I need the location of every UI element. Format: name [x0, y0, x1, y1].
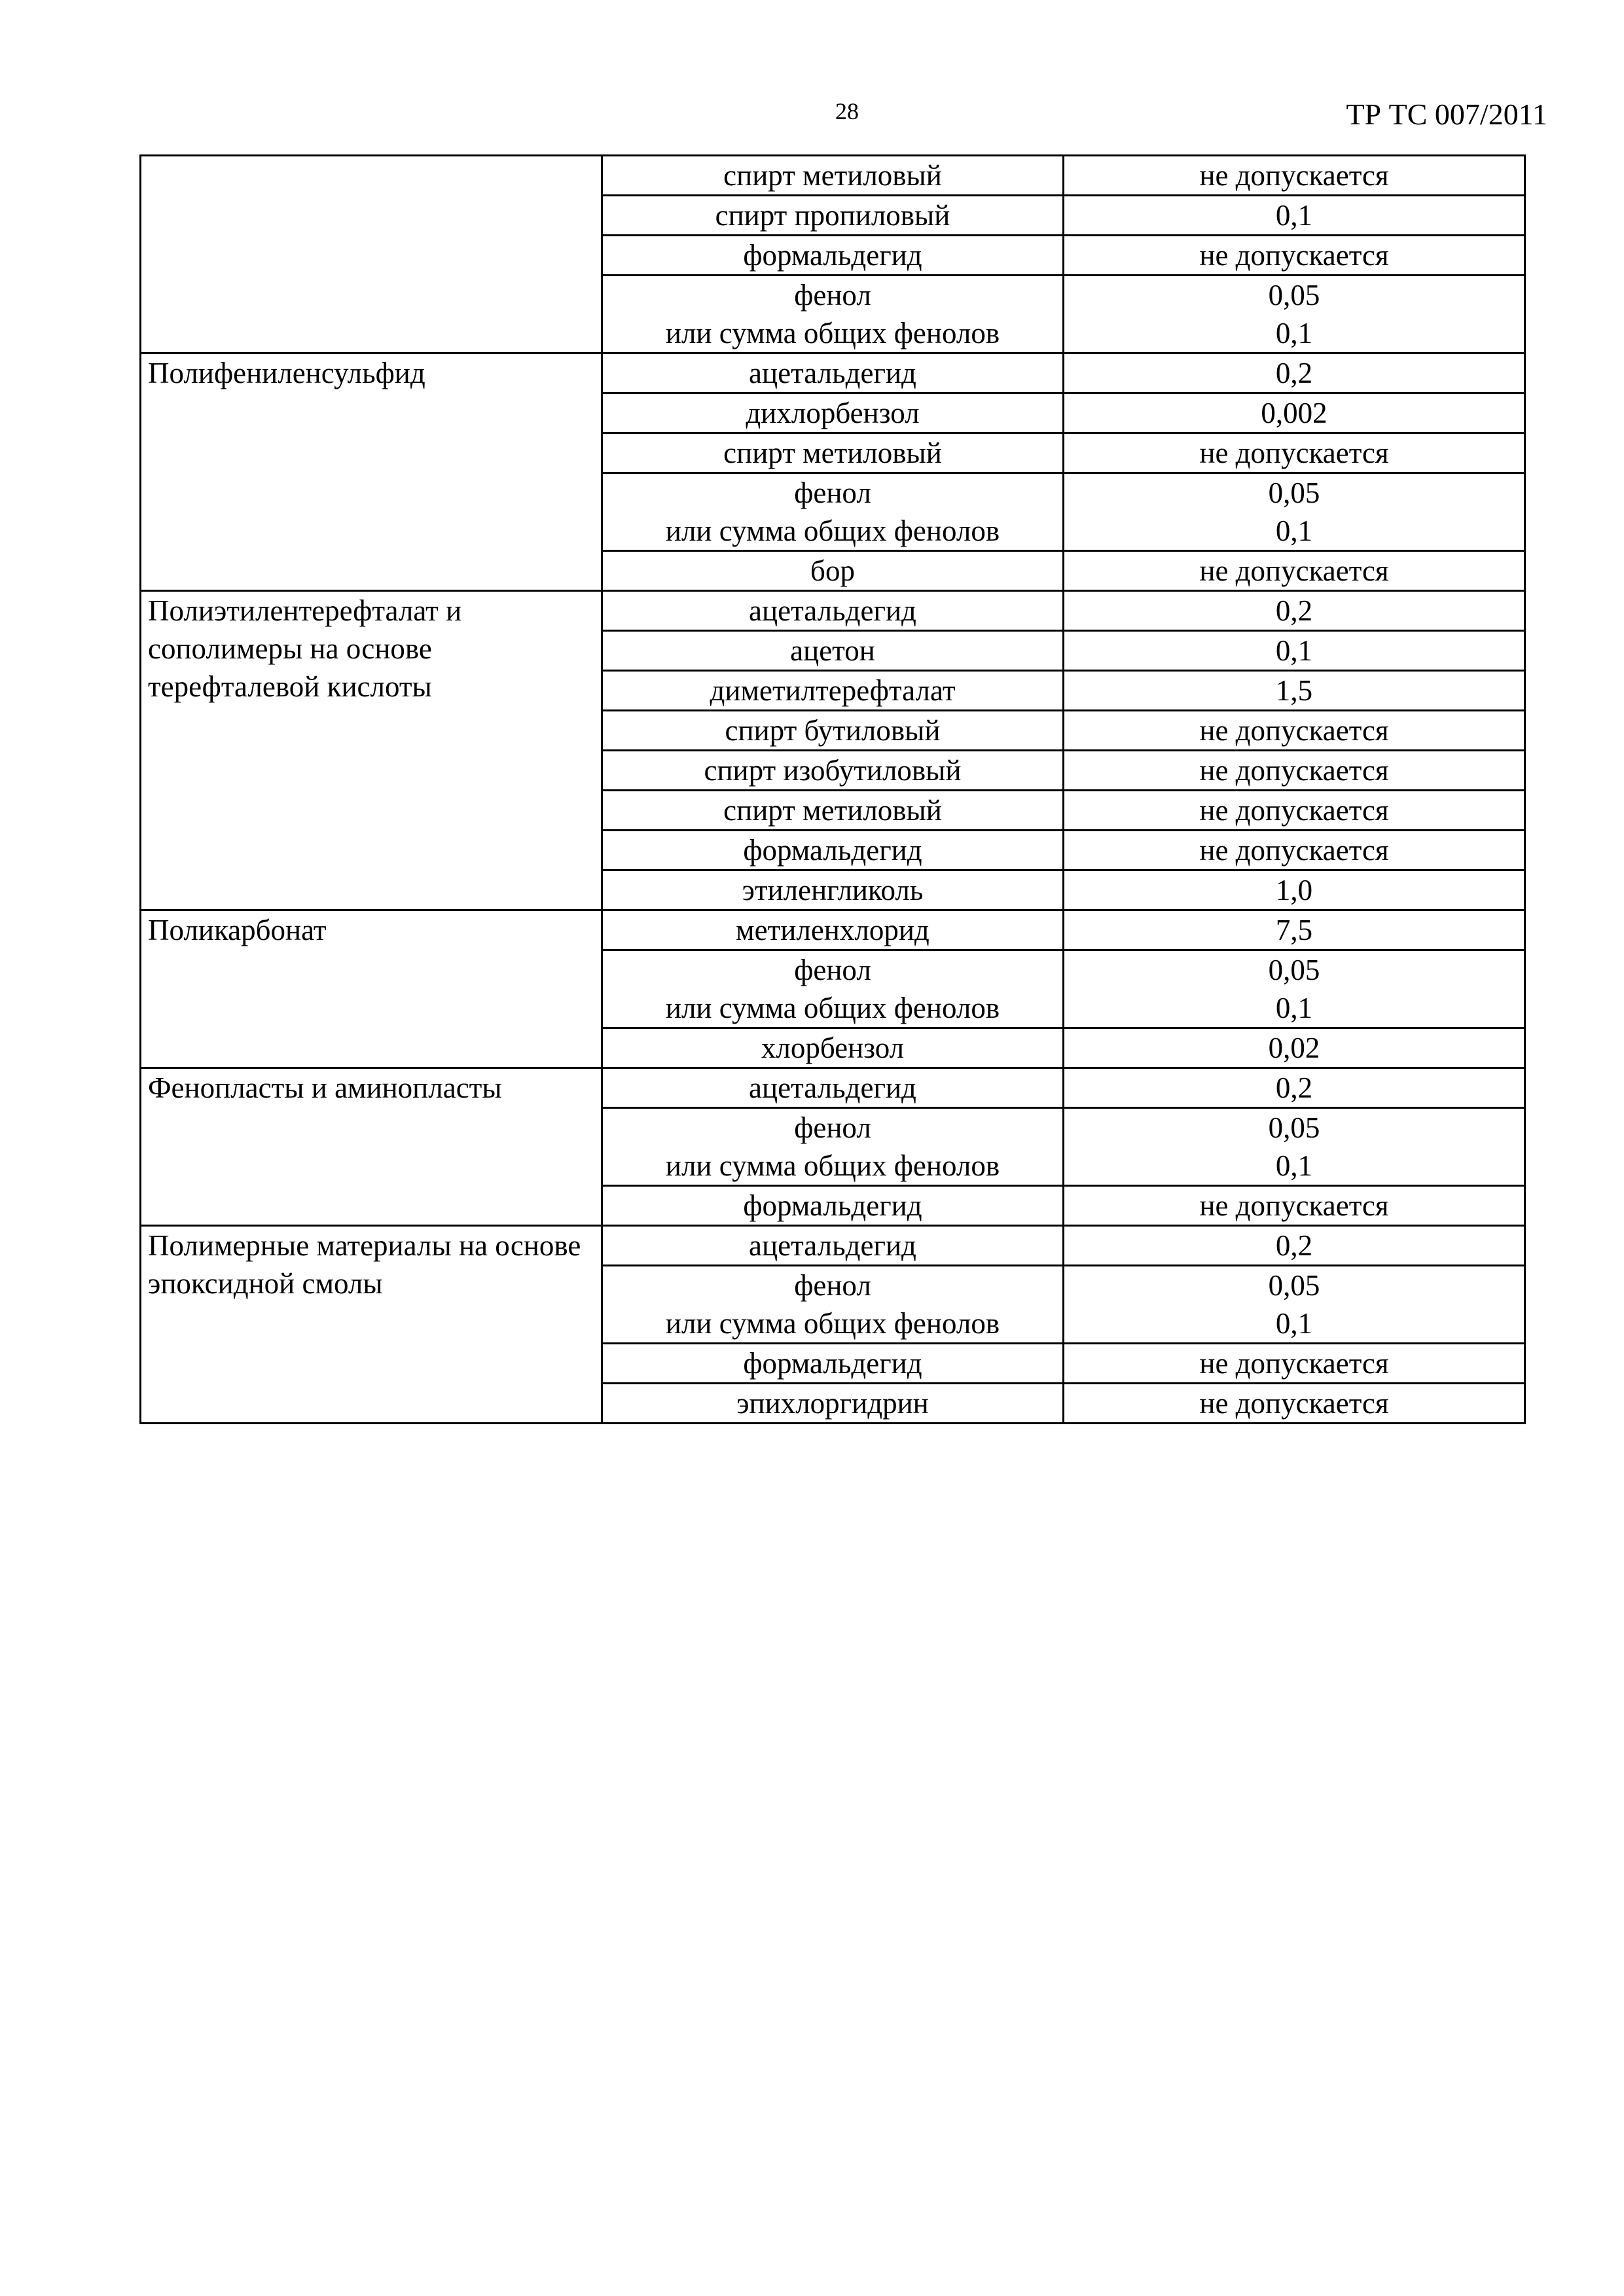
- substance-cell: формальдегид: [602, 831, 1064, 870]
- limit-line: 0,1: [1275, 1149, 1313, 1182]
- substance-line: или сумма общих фенолов: [665, 1307, 1000, 1340]
- limit-line: 0,1: [1275, 317, 1313, 350]
- substance-line: фенол: [794, 1269, 871, 1302]
- limit-cell: 1,5: [1064, 671, 1525, 711]
- table-row: [141, 156, 1525, 196]
- limit-line: 0,1: [1275, 992, 1313, 1024]
- substance-line: фенол: [794, 954, 871, 986]
- substance-cell: [602, 1266, 1064, 1344]
- limit-cell: не допускается: [1064, 791, 1525, 831]
- limit-line: 0,05: [1268, 476, 1320, 509]
- limit-cell: [1064, 950, 1525, 1028]
- limit-cell: 7,5: [1064, 910, 1525, 950]
- substance-cell: этиленгликоль: [602, 870, 1064, 910]
- limit-cell: не допускается: [1064, 751, 1525, 791]
- limit-cell: 0,2: [1064, 1226, 1525, 1266]
- limit-cell: [1064, 276, 1525, 353]
- substance-cell: бор: [602, 551, 1064, 591]
- substance-cell: метиленхлорид: [602, 910, 1064, 950]
- material-cell: Полиэтилентерефталат и сополимеры на основе терефталевой кислоты: [141, 591, 602, 910]
- substance-cell: формальдегид: [602, 1186, 1064, 1226]
- substance-line: фенол: [794, 279, 871, 312]
- substance-cell: дихлорбензол: [602, 393, 1064, 433]
- limit-line: 0,05: [1268, 1269, 1320, 1302]
- table-row: [141, 1226, 1525, 1266]
- substance-cell: спирт метиловый: [602, 156, 1064, 196]
- substance-cell: [602, 1108, 1064, 1186]
- limit-cell: [1064, 1266, 1525, 1344]
- substance-cell: ацетальдегид: [602, 353, 1064, 393]
- table-row: [141, 353, 1525, 393]
- substance-cell: ацетальдегид: [602, 1226, 1064, 1266]
- material-cell: Полифениленсульфид: [141, 353, 602, 591]
- limit-cell: [1064, 473, 1525, 551]
- limit-cell: не допускается: [1064, 1344, 1525, 1384]
- limit-cell: 0,2: [1064, 353, 1525, 393]
- substance-line: фенол: [794, 476, 871, 509]
- limit-cell: 0,2: [1064, 1068, 1525, 1108]
- limit-cell: не допускается: [1064, 831, 1525, 870]
- limit-cell: 0,1: [1064, 196, 1525, 236]
- substance-cell: ацетальдегид: [602, 1068, 1064, 1108]
- limit-cell: 0,002: [1064, 393, 1525, 433]
- material-cell: Фенопласты и аминопласты: [141, 1068, 602, 1226]
- table-row: [141, 591, 1525, 631]
- substance-cell: диметилтерефталат: [602, 671, 1064, 711]
- material-cell: [141, 156, 602, 353]
- limit-cell: не допускается: [1064, 156, 1525, 196]
- substance-cell: спирт бутиловый: [602, 711, 1064, 751]
- limit-cell: не допускается: [1064, 433, 1525, 473]
- table-row: [141, 910, 1525, 950]
- limit-line: 0,1: [1275, 1307, 1313, 1340]
- substance-cell: спирт метиловый: [602, 791, 1064, 831]
- substance-cell: формальдегид: [602, 1344, 1064, 1384]
- substance-cell: [602, 950, 1064, 1028]
- limit-line: 0,1: [1275, 514, 1313, 547]
- material-cell: Полимерные материалы на основе эпоксидной смолы: [141, 1226, 602, 1424]
- substance-cell: формальдегид: [602, 236, 1064, 276]
- substance-line: фенол: [794, 1111, 871, 1144]
- substance-cell: хлорбензол: [602, 1028, 1064, 1068]
- limit-cell: 0,2: [1064, 591, 1525, 631]
- limit-cell: не допускается: [1064, 1384, 1525, 1424]
- limit-cell: не допускается: [1064, 551, 1525, 591]
- limit-line: 0,05: [1268, 954, 1320, 986]
- substance-cell: ацетон: [602, 631, 1064, 671]
- limit-cell: не допускается: [1064, 1186, 1525, 1226]
- limit-cell: 0,02: [1064, 1028, 1525, 1068]
- substance-cell: эпихлоргидрин: [602, 1384, 1064, 1424]
- substance-line: или сумма общих фенолов: [665, 992, 1000, 1024]
- limit-cell: не допускается: [1064, 711, 1525, 751]
- table-row: [141, 1068, 1525, 1108]
- limit-cell: не допускается: [1064, 236, 1525, 276]
- material-cell: Поликарбонат: [141, 910, 602, 1068]
- limit-line: 0,05: [1268, 279, 1320, 312]
- document-code: ТР ТС 007/2011: [1346, 98, 1547, 131]
- substance-cell: спирт пропиловый: [602, 196, 1064, 236]
- substance-line: или сумма общих фенолов: [665, 317, 1000, 350]
- substance-cell: [602, 276, 1064, 353]
- substance-cell: ацетальдегид: [602, 591, 1064, 631]
- substance-line: или сумма общих фенолов: [665, 1149, 1000, 1182]
- substance-cell: спирт метиловый: [602, 433, 1064, 473]
- migration-limits-table: [139, 154, 1526, 1424]
- limit-cell: 0,1: [1064, 631, 1525, 671]
- substance-line: или сумма общих фенолов: [665, 514, 1000, 547]
- page-number: 28: [835, 98, 859, 124]
- substance-cell: [602, 473, 1064, 551]
- limit-line: 0,05: [1268, 1111, 1320, 1144]
- table-body: [141, 156, 1525, 1424]
- substance-cell: спирт изобутиловый: [602, 751, 1064, 791]
- limit-cell: 1,0: [1064, 870, 1525, 910]
- limit-cell: [1064, 1108, 1525, 1186]
